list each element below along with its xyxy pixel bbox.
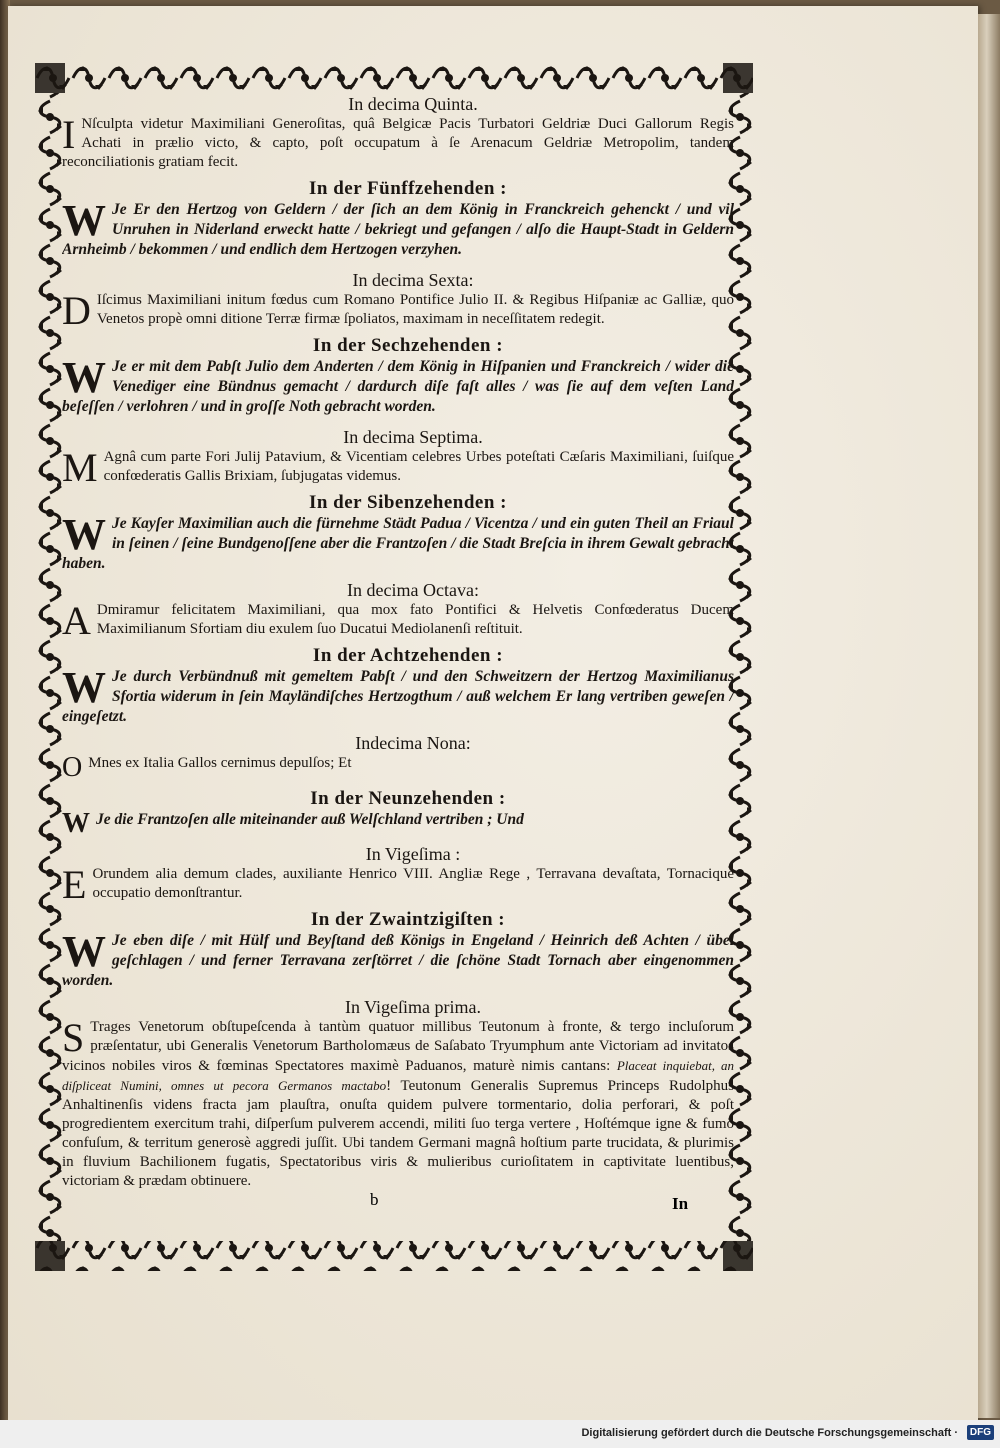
latin-quote: Placeat inquiebat, an diſpliceat Numini, omnes ut pecora Germanos mactabo — [62, 1058, 734, 1093]
german-paragraph — [62, 196, 734, 260]
german-text: Je eben diſe / mit Hülf und Beyſtand deß Königs in Engeland / Heinrich deß Achten / übel geſchlagen / und ferner Terravana zerſtörret / die ſchöne Stadt Tornach aber eingenommen worden. — [62, 932, 734, 989]
dfg-logo: DFG — [967, 1425, 994, 1440]
german-paragraph — [62, 510, 734, 574]
latin-heading: In decima Septima. — [343, 427, 483, 447]
drop-cap: W — [62, 808, 90, 839]
signature-mark: b — [370, 1190, 379, 1209]
latin-paragraph — [62, 752, 734, 783]
section-18 — [62, 580, 734, 727]
drop-cap: S — [62, 1015, 85, 1060]
section-21 — [62, 997, 734, 1191]
latin-text: Orundem alia demum clades, auxiliante Henrico VIII. Angliæ Rege , Terravana devaſtata, Tornacique occupatio demonſtrantur. — [92, 866, 734, 901]
german-heading: In der Achtzehenden : — [312, 645, 504, 666]
drop-cap: W — [62, 353, 106, 402]
german-text: Je er mit dem Pabſt Julio dem Anderten / dem König in Hiſpanien und Franckreich / wider die Venediger eine Bündnus gemacht / dardurch diſe faſt alles / was ſie auf dem veſten Land beſeſſen / verlohren / und in groſſe Noth gebracht worden. — [62, 358, 734, 415]
german-heading: In der Neunzehenden : — [310, 788, 506, 809]
drop-cap: D — [62, 288, 91, 333]
section-20 — [62, 844, 734, 991]
latin-text: Trages Venetorum obſtupeſcenda à tantùm quatuor millibus Teutonum à fronte, & tergo incluſorum præſentatur, ubi Generalis Venetorum Bartholomæus de Saſabato Tryumphum ante Victoriam ad invitatos vicinos nobiles viros & fœminas Spectatores maximè Paduanos, maturè nimis cantans: — [62, 1019, 734, 1074]
drop-cap: W — [62, 196, 106, 245]
latin-text: Agnâ cum parte Fori Julij Patavium, & Vicentiam celebres Urbes poteſtati Cæſaris Maximiliani, ſuiſque confœderatis Gallis Brixiam, ſubjugatas videmus. — [103, 449, 734, 484]
latin-paragraph — [62, 1015, 734, 1191]
latin-paragraph — [62, 598, 734, 643]
german-paragraph — [62, 808, 734, 839]
latin-paragraph — [62, 288, 734, 333]
latin-text: Dmiramur felicitatem Maximiliani, qua mox fato Pontifici & Helvetis Confœderatus Ducem Maximilianum Sfortiam diu exulem ſuo Ducatui Mediolanenſi reſtituit. — [96, 602, 734, 637]
german-paragraph — [62, 927, 734, 991]
german-paragraph — [62, 353, 734, 417]
latin-text: Nſculpta videtur Maximiliani Generoſitas, quâ Belgicæ Pacis Turbatori Geldriæ Duci Gallorum Regis Achati in prælio victo, & capto, poſt occupatum à ſe Arenacum Geldriæ Metropolim, tandem reconciliationis gratiam fecit. — [62, 116, 734, 170]
drop-cap: A — [62, 598, 91, 643]
latin-text-continued: ! Teutonum Generalis Supremus Princeps Rudolphus Anhaltinenſis videns fracta jam plauſtra, onuſta quidem pulvere tormentario, dolia perforari, & poſt progredientem exercitum trahi, diſperſum pulverem accendi, militi ſuo terga vertere , Hoſtémque igne & fumo confuſum, & territum generosè aggredi juſſit. Ubi tandem Germani magnâ hoſtium parte trucidata, & plurimis in fluvium Bachilionem fugatis, Spectatoribus viris & mulieribus curioſitatem in captivitate luentibus, victoriam & prædam obtinuere. — [62, 1078, 734, 1189]
latin-heading: In decima Octava: — [347, 580, 479, 600]
german-heading: In der Fünffzehenden : — [308, 178, 508, 199]
footer-credit: Digitalisierung gefördert durch die Deutsche Forschungsgemeinschaft · — [581, 1427, 958, 1439]
drop-cap: M — [62, 445, 98, 490]
latin-heading: Indecima Nona: — [355, 733, 471, 753]
latin-heading: In decima Quinta. — [348, 94, 478, 114]
latin-paragraph — [62, 862, 734, 907]
latin-text: Iſcimus Maximiliani initum fœdus cum Romano Pontifice Julio II. & Regibus Hiſpaniæ ac Galliæ, quo Venetos propè omni ditione Terræ firmæ ſpoliatos, maximam in neceſſitatem redegit. — [96, 292, 734, 327]
german-heading: In der Sibenzehenden : — [308, 492, 508, 513]
catchword: In — [672, 1194, 689, 1213]
drop-cap: I — [62, 112, 76, 157]
drop-cap: W — [62, 663, 106, 712]
german-heading: In der Sechzehenden : — [312, 335, 504, 356]
section-15 — [62, 94, 734, 260]
drop-cap: E — [62, 862, 87, 907]
german-text: Je die Frantzoſen alle miteinander auß Welſchland vertriben ; Und — [96, 811, 524, 828]
latin-text: Mnes ex Italia Gallos cernimus depulſos; Et — [88, 755, 352, 771]
latin-heading: In Vigeſima : — [365, 844, 461, 864]
latin-paragraph — [62, 445, 734, 490]
german-paragraph — [62, 663, 734, 727]
page-text — [62, 94, 734, 1244]
latin-heading: In decima Sexta: — [352, 270, 474, 290]
drop-cap: W — [62, 927, 106, 976]
german-text: Je Kayſer Maximilian auch die fürnehme Städt Padua / Vicentza / und ein guten Theil an Friaul in ſeinen / ſeine Bundgenoſſene aber die Frantzoſen / die Stadt Breſcia in ihrem Gewalt gebracht haben. — [62, 515, 734, 572]
page-edge — [978, 14, 1000, 1418]
german-heading: In der Zwaintzigiſten : — [310, 909, 506, 930]
footer-bar — [0, 1420, 1000, 1448]
latin-paragraph — [62, 112, 734, 172]
drop-cap: O — [62, 752, 83, 783]
section-16 — [62, 270, 734, 417]
section-19 — [62, 733, 734, 844]
drop-cap: W — [62, 510, 106, 559]
german-text: Je durch Verbündnuß mit gemeltem Pabſt / und den Schweitzern der Hertzog Maximilianus Sfortia widerum in ſein Mayländiſches Hertzogthum / auß welchem Er lang vertriben geweſen / eingeſetzt. — [62, 668, 734, 725]
latin-heading: In Vigeſima prima. — [344, 997, 482, 1017]
german-text: Je Er den Hertzog von Geldern / der ſich an dem König in Franckreich gehenckt / und vil Unruhen in Niderland erweckt hatte / bekriegt und gefangen / alſo die Haupt-Stadt in Geldern Arnheimb / bekommen / und endlich dem Hertzogen verzyhen. — [62, 201, 734, 258]
section-17 — [62, 427, 734, 574]
